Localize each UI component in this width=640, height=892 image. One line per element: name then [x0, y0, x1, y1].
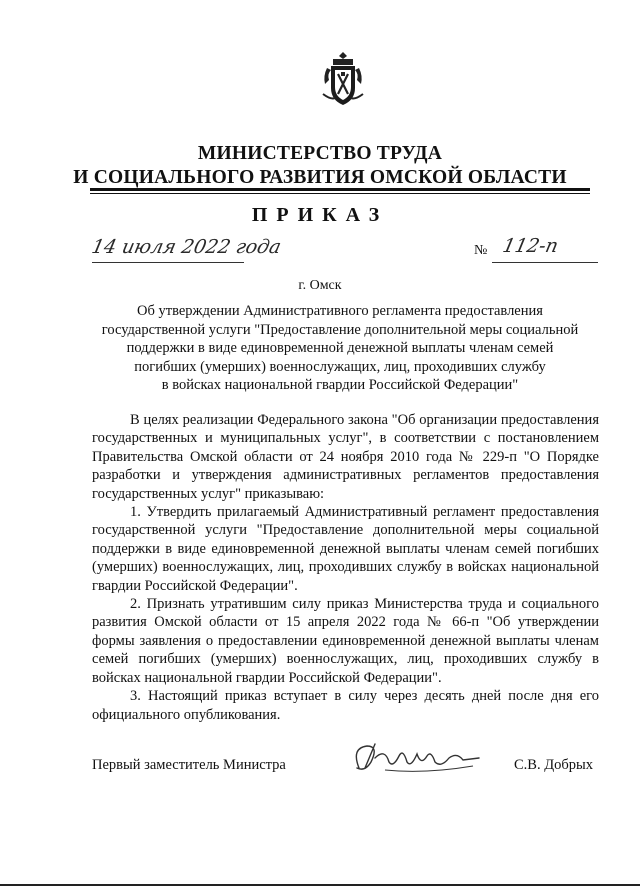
city-label: г. Омск	[298, 278, 342, 293]
handwritten-order-number: 112-п	[500, 235, 561, 257]
order-body	[92, 411, 599, 724]
clause-1-paragraph: 1. Утвердить прилагаемый Административный регламент предоставления государственной услуги "Предоставление дополнительной меры социальной поддержки в виде единовременной денежной выплаты членам семей погибших (умерших) военнослужащих, лиц, проходивших службу в войсках национальной гвардии Российской Федерации".	[92, 504, 599, 594]
page-bottom-edge	[0, 884, 640, 886]
order-title-line: погибших (умерших) военнослужащих, лиц, проходивших службу	[134, 358, 546, 375]
signatory-position: Первый заместитель Министра	[92, 757, 286, 773]
signatory-name: С.В. Добрых	[514, 757, 593, 773]
coat-of-arms-icon	[321, 50, 365, 108]
header-divider-thin	[90, 193, 590, 194]
number-sign: №	[474, 243, 488, 258]
order-title-line: в войсках национальной гвардии Российской Федерации"	[161, 377, 519, 393]
preamble-paragraph: В целях реализации Федерального закона "Об организации предоставления государственных и муниципальных услуг", в соответствии с постановлением Правительства Омской области от 24 ноября 2010 года № 229-п "О Порядке разработки и утверждения административных регламентов предоставления государственных услуг" приказываю:	[92, 412, 599, 502]
document-type-heading: ПРИКАЗ	[251, 204, 389, 226]
ministry-title-line-2: И СОЦИАЛЬНОГО РАЗВИТИЯ ОМСКОЙ ОБЛАСТИ	[73, 167, 567, 188]
clause-2-paragraph: 2. Признать утратившим силу приказ Министерства труда и социального развития Омской области от 15 апреля 2022 года № 66-п "Об утверждении формы заявления о предоставлении единовременной денежной выплаты членам семей погибших (умерших) военнослужащих, лиц, проходивших службу в войсках национальной гвардии Российской Федерации".	[92, 596, 599, 686]
handwritten-signature	[345, 738, 485, 778]
number-underline	[492, 262, 598, 263]
order-title	[80, 302, 600, 395]
header-divider-thick	[90, 188, 590, 191]
handwritten-date: 14 июля 2022 года	[89, 236, 284, 258]
clause-3-paragraph: 3. Настоящий приказ вступает в силу через десять дней после дня его официального опубликования.	[92, 688, 599, 723]
order-title-line: Об утверждении Административного регламента предоставления	[137, 303, 543, 319]
date-underline	[92, 262, 244, 263]
order-title-line: поддержки в виде единовременной денежной выплаты членам семей	[126, 340, 554, 356]
order-title-line: государственной услуги "Предоставление дополнительной меры социальной	[101, 321, 579, 338]
ministry-title-line-1: МИНИСТЕРСТВО ТРУДА	[197, 143, 443, 164]
